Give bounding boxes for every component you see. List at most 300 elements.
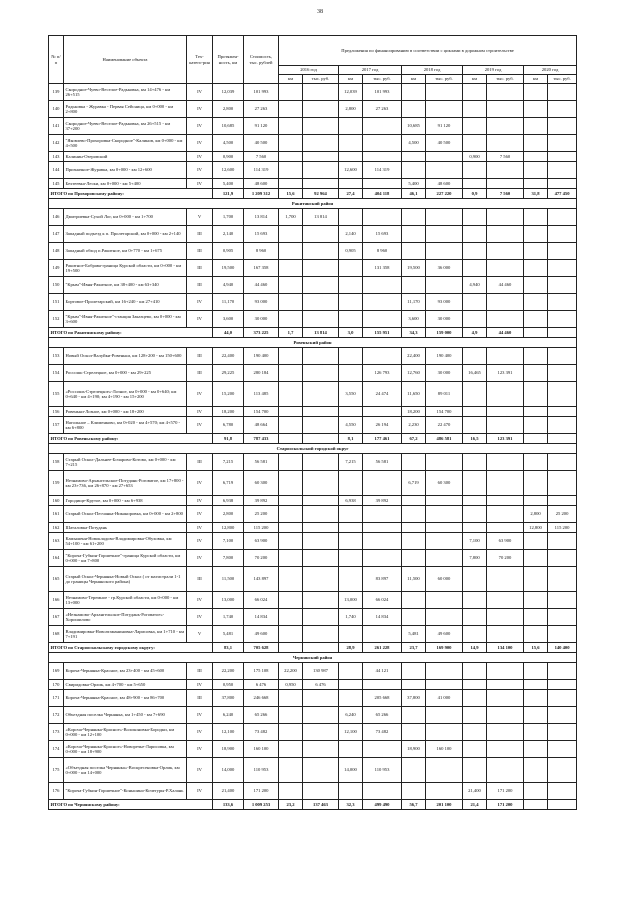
year-km-cell bbox=[402, 550, 426, 567]
year-rub-cell: 169 900 bbox=[426, 643, 463, 653]
total-label: ИТОГО по Старооскольскому городскому округу: bbox=[49, 643, 213, 653]
row-number: 153 bbox=[49, 348, 64, 365]
year-km-cell bbox=[279, 724, 303, 741]
year-rub-cell bbox=[487, 84, 524, 101]
row-number: 158 bbox=[49, 454, 64, 471]
year-km-cell bbox=[463, 523, 487, 533]
year-km-cell bbox=[524, 135, 548, 152]
length-km: 29,225 bbox=[213, 365, 244, 382]
year-rub-cell bbox=[548, 533, 577, 550]
cost-value: 44 460 bbox=[244, 277, 279, 294]
year-km-cell bbox=[402, 533, 426, 550]
year-km-cell bbox=[463, 626, 487, 643]
tech-category: V bbox=[187, 209, 213, 226]
year-rub-cell: 114 319 bbox=[363, 162, 402, 179]
tech-category: III bbox=[187, 454, 213, 471]
year-km-cell bbox=[402, 243, 426, 260]
cost-value: 56 581 bbox=[244, 454, 279, 471]
year-rub-cell bbox=[548, 118, 577, 135]
year-rub-cell: 477 450 bbox=[548, 189, 577, 199]
year-rub-cell bbox=[487, 179, 524, 189]
year-rub-cell bbox=[548, 135, 577, 152]
year-km-cell bbox=[339, 135, 363, 152]
length-km: 1,740 bbox=[213, 609, 244, 626]
row-number: 174 bbox=[49, 741, 64, 758]
object-name: Бортовое-Пролетарский, км 16+240 - км 27+410 bbox=[64, 294, 187, 311]
year-km-cell bbox=[339, 209, 363, 226]
year-rub-cell bbox=[426, 550, 463, 567]
year-rub-cell bbox=[548, 690, 577, 707]
table-row bbox=[49, 152, 577, 162]
length-km: 12,100 bbox=[213, 724, 244, 741]
year-rub-cell bbox=[548, 311, 577, 328]
year-rub-cell bbox=[303, 294, 339, 311]
header-proposals: Предложения по финансированию в соответствии с циклами в дорожном строительстве bbox=[279, 36, 577, 66]
year-km-cell bbox=[279, 592, 303, 609]
cost-value: 787 433 bbox=[244, 434, 279, 444]
tech-category: IV bbox=[187, 471, 213, 496]
year-km-cell: 22,200 bbox=[279, 663, 303, 680]
year-rub-cell bbox=[303, 643, 339, 653]
row-number: 167 bbox=[49, 609, 64, 626]
row-number: 161 bbox=[49, 506, 64, 523]
year-rub-cell bbox=[363, 179, 402, 189]
table-row bbox=[49, 758, 577, 783]
year-rub-cell: 499 490 bbox=[363, 800, 402, 810]
row-number: 159 bbox=[49, 471, 64, 496]
year-km-cell bbox=[279, 533, 303, 550]
header-km: км bbox=[279, 75, 303, 84]
tech-category: IV bbox=[187, 84, 213, 101]
table-row bbox=[49, 101, 577, 118]
year-rub-cell: 93 000 bbox=[426, 294, 463, 311]
row-number: 173 bbox=[49, 724, 64, 741]
year-km-cell: 37,800 bbox=[402, 690, 426, 707]
object-name: Городище-Крутое, км 0+000 - км 6+938 bbox=[64, 496, 187, 506]
year-km-cell: 13,000 bbox=[339, 592, 363, 609]
year-rub-cell: 70 200 bbox=[487, 550, 524, 567]
object-name: Старый Оскол-Дальнее-Бочарово-Котово, км 0+000 - км 7+215 bbox=[64, 454, 187, 471]
year-km-cell bbox=[339, 567, 363, 592]
year-km-cell bbox=[524, 365, 548, 382]
year-rub-cell bbox=[487, 707, 524, 724]
year-rub-cell: 22 470 bbox=[426, 417, 463, 434]
year-rub-cell bbox=[426, 277, 463, 294]
year-rub-cell: 36 000 bbox=[426, 260, 463, 277]
year-rub-cell bbox=[303, 407, 339, 417]
year-km-cell bbox=[463, 496, 487, 506]
year-km-cell: 10,685 bbox=[402, 118, 426, 135]
year-rub-cell bbox=[303, 311, 339, 328]
district-name: Чернянский район bbox=[49, 653, 577, 663]
row-number: 162 bbox=[49, 523, 64, 533]
header-year: 2020 год bbox=[524, 66, 577, 75]
year-rub-cell bbox=[303, 84, 339, 101]
year-km-cell: 0,900 bbox=[463, 152, 487, 162]
year-km-cell: 23,7 bbox=[402, 643, 426, 653]
year-rub-cell bbox=[426, 162, 463, 179]
year-rub-cell bbox=[548, 407, 577, 417]
year-km-cell bbox=[524, 471, 548, 496]
row-number: 176 bbox=[49, 783, 64, 800]
year-rub-cell bbox=[487, 758, 524, 783]
table-row bbox=[49, 626, 577, 643]
object-name: «Объездная поселка Чернянка»-Воскресеновка-Орлик, км 0+000 - км 14+000 bbox=[64, 758, 187, 783]
cost-value: 39 892 bbox=[244, 496, 279, 506]
object-name: Незнамово-Архангельское-Потудань-Роговатое, км 17+800 - км 23+736, км 26+870 - км 27+653 bbox=[64, 471, 187, 496]
year-km-cell bbox=[339, 533, 363, 550]
year-rub-cell bbox=[487, 118, 524, 135]
year-km-cell bbox=[463, 407, 487, 417]
year-km-cell bbox=[463, 454, 487, 471]
year-rub-cell bbox=[363, 311, 402, 328]
object-name: Ровеньки-Лозное, км 0+000 - км 18+200 bbox=[64, 407, 187, 417]
year-km-cell bbox=[463, 179, 487, 189]
year-km-cell: 2,800 bbox=[524, 506, 548, 523]
cost-value: 15 693 bbox=[244, 226, 279, 243]
year-rub-cell bbox=[548, 724, 577, 741]
year-rub-cell bbox=[363, 506, 402, 523]
year-km-cell: 67,2 bbox=[402, 434, 426, 444]
cost-value: 65 266 bbox=[244, 707, 279, 724]
tech-category: III bbox=[187, 260, 213, 277]
district-name: Ровеньский район bbox=[49, 338, 577, 348]
year-rub-cell bbox=[548, 434, 577, 444]
table-row bbox=[49, 226, 577, 243]
year-km-cell: 15,6 bbox=[524, 643, 548, 653]
total-label: ИТОГО по Прохоровскому району: bbox=[49, 189, 213, 199]
row-number: 142 bbox=[49, 135, 64, 152]
year-km-cell bbox=[463, 101, 487, 118]
year-km-cell bbox=[279, 741, 303, 758]
year-km-cell: 21,400 bbox=[463, 783, 487, 800]
year-rub-cell bbox=[548, 783, 577, 800]
year-km-cell bbox=[402, 609, 426, 626]
object-name: Бехтеевка-Лески, км 0+000 - км 5+400 bbox=[64, 179, 187, 189]
year-km-cell: 0,905 bbox=[339, 243, 363, 260]
tech-category: IV bbox=[187, 496, 213, 506]
year-km-cell: 4,940 bbox=[463, 277, 487, 294]
district-row bbox=[49, 199, 577, 209]
year-rub-cell: 205 668 bbox=[363, 690, 402, 707]
header-rub: тыс. руб. bbox=[548, 75, 577, 84]
year-rub-cell bbox=[426, 592, 463, 609]
year-rub-cell: 134 100 bbox=[487, 643, 524, 653]
year-km-cell bbox=[524, 179, 548, 189]
year-km-cell: 0,9 bbox=[463, 189, 487, 199]
year-rub-cell bbox=[548, 226, 577, 243]
year-rub-cell bbox=[487, 523, 524, 533]
table-row bbox=[49, 496, 577, 506]
header-year: 2018 год bbox=[402, 66, 463, 75]
year-rub-cell bbox=[303, 118, 339, 135]
cost-value: 1 009 253 bbox=[244, 800, 279, 810]
table-row bbox=[49, 311, 577, 328]
year-km-cell bbox=[279, 101, 303, 118]
year-km-cell bbox=[524, 724, 548, 741]
year-rub-cell bbox=[487, 243, 524, 260]
year-km-cell: 2,230 bbox=[402, 417, 426, 434]
year-rub-cell bbox=[363, 680, 402, 690]
year-km-cell bbox=[402, 277, 426, 294]
year-rub-cell: 123 391 bbox=[487, 365, 524, 382]
tech-category: IV bbox=[187, 407, 213, 417]
year-km-cell bbox=[402, 226, 426, 243]
year-rub-cell bbox=[363, 209, 402, 226]
year-km-cell bbox=[402, 724, 426, 741]
table-row bbox=[49, 533, 577, 550]
year-rub-cell: 63 900 bbox=[487, 533, 524, 550]
table-row bbox=[49, 454, 577, 471]
table-row bbox=[49, 680, 577, 690]
year-rub-cell bbox=[487, 663, 524, 680]
tech-category: IV bbox=[187, 101, 213, 118]
year-km-cell bbox=[402, 592, 426, 609]
year-rub-cell bbox=[426, 243, 463, 260]
year-rub-cell bbox=[303, 533, 339, 550]
year-km-cell: 0,950 bbox=[279, 680, 303, 690]
year-rub-cell bbox=[548, 152, 577, 162]
header-rub: тыс. руб. bbox=[303, 75, 339, 84]
table-row bbox=[49, 663, 577, 680]
year-km-cell bbox=[463, 226, 487, 243]
year-km-cell bbox=[339, 783, 363, 800]
year-rub-cell bbox=[303, 471, 339, 496]
year-km-cell bbox=[279, 707, 303, 724]
year-rub-cell bbox=[487, 226, 524, 243]
year-rub-cell: 27 263 bbox=[363, 101, 402, 118]
year-km-cell bbox=[339, 311, 363, 328]
year-rub-cell bbox=[303, 417, 339, 434]
cost-value: 705 628 bbox=[244, 643, 279, 653]
year-rub-cell bbox=[303, 496, 339, 506]
year-rub-cell bbox=[487, 260, 524, 277]
year-rub-cell: 25 200 bbox=[548, 506, 577, 523]
year-km-cell bbox=[463, 243, 487, 260]
length-km: 14,000 bbox=[213, 758, 244, 783]
header-year: 2019 год bbox=[463, 66, 524, 75]
length-km: 91,8 bbox=[213, 434, 244, 444]
year-rub-cell bbox=[303, 243, 339, 260]
year-rub-cell: 15 693 bbox=[363, 226, 402, 243]
tech-category: IV bbox=[187, 680, 213, 690]
year-km-cell bbox=[279, 311, 303, 328]
year-rub-cell bbox=[426, 663, 463, 680]
year-km-cell bbox=[339, 407, 363, 417]
year-km-cell bbox=[402, 783, 426, 800]
year-km-cell bbox=[279, 294, 303, 311]
year-km-cell bbox=[524, 707, 548, 724]
year-km-cell bbox=[463, 382, 487, 407]
year-rub-cell bbox=[303, 609, 339, 626]
object-name: Старый Оскол-Чернянка-Новый Оскол ( от магистрали 1-1 до границы Чернянского района) bbox=[64, 567, 187, 592]
year-km-cell: 16,465 bbox=[463, 365, 487, 382]
cost-value: 13 814 bbox=[244, 209, 279, 226]
year-rub-cell bbox=[548, 243, 577, 260]
year-km-cell: 4,500 bbox=[402, 135, 426, 152]
year-rub-cell bbox=[426, 506, 463, 523]
table-row bbox=[49, 162, 577, 179]
objects-table bbox=[48, 35, 577, 810]
year-km-cell: 22,400 bbox=[402, 348, 426, 365]
length-km: 7,800 bbox=[213, 550, 244, 567]
year-rub-cell bbox=[548, 417, 577, 434]
length-km: 15,200 bbox=[213, 382, 244, 407]
year-rub-cell bbox=[363, 523, 402, 533]
year-rub-cell: 13 814 bbox=[303, 209, 339, 226]
year-km-cell bbox=[463, 724, 487, 741]
year-km-cell bbox=[279, 643, 303, 653]
year-rub-cell bbox=[303, 550, 339, 567]
year-rub-cell bbox=[548, 382, 577, 407]
year-rub-cell: 140 400 bbox=[548, 643, 577, 653]
year-km-cell bbox=[402, 523, 426, 533]
year-rub-cell bbox=[548, 328, 577, 338]
tech-category: IV bbox=[187, 741, 213, 758]
year-rub-cell bbox=[363, 277, 402, 294]
total-label: ИТОГО по Ровеньскому району: bbox=[49, 434, 213, 444]
year-rub-cell: 137 463 bbox=[303, 800, 339, 810]
year-rub-cell bbox=[548, 277, 577, 294]
tech-category: IV bbox=[187, 506, 213, 523]
year-km-cell: 8,1 bbox=[339, 434, 363, 444]
year-km-cell: 23,2 bbox=[279, 800, 303, 810]
year-rub-cell bbox=[303, 506, 339, 523]
tech-category: III bbox=[187, 277, 213, 294]
table-row bbox=[49, 407, 577, 417]
year-km-cell: 34,3 bbox=[402, 328, 426, 338]
year-km-cell bbox=[279, 626, 303, 643]
year-rub-cell bbox=[426, 454, 463, 471]
year-km-cell bbox=[524, 209, 548, 226]
table-row bbox=[49, 417, 577, 434]
year-km-cell bbox=[339, 152, 363, 162]
cost-value: 246 668 bbox=[244, 690, 279, 707]
year-km-cell: 11,500 bbox=[402, 567, 426, 592]
year-rub-cell bbox=[548, 741, 577, 758]
year-rub-cell bbox=[548, 454, 577, 471]
object-name: Скородное-Чуево-Веселое-Радьковка, км 14+476 - км 26+515 bbox=[64, 84, 187, 101]
tech-category: IV bbox=[187, 294, 213, 311]
year-rub-cell: 261 228 bbox=[363, 643, 402, 653]
year-km-cell bbox=[339, 260, 363, 277]
year-km-cell: 19,500 bbox=[402, 260, 426, 277]
object-name: Незнамово-Теремное - гр.Курской области, км 0+000 - км 13+000 bbox=[64, 592, 187, 609]
year-rub-cell bbox=[487, 311, 524, 328]
cost-value: 175 108 bbox=[244, 663, 279, 680]
year-rub-cell bbox=[548, 707, 577, 724]
year-km-cell bbox=[339, 294, 363, 311]
year-km-cell: 18,200 bbox=[402, 407, 426, 417]
cost-value: 49 600 bbox=[244, 626, 279, 643]
year-km-cell bbox=[524, 609, 548, 626]
year-rub-cell bbox=[303, 592, 339, 609]
table-row bbox=[49, 348, 577, 365]
year-rub-cell bbox=[303, 783, 339, 800]
year-km-cell bbox=[524, 533, 548, 550]
year-km-cell bbox=[524, 294, 548, 311]
cost-value: 143 897 bbox=[244, 567, 279, 592]
year-km-cell bbox=[463, 135, 487, 152]
cost-value: 110 953 bbox=[244, 758, 279, 783]
year-km-cell bbox=[463, 260, 487, 277]
row-number: 144 bbox=[49, 162, 64, 179]
year-rub-cell: 44 121 bbox=[363, 663, 402, 680]
year-rub-cell bbox=[303, 707, 339, 724]
year-rub-cell bbox=[363, 626, 402, 643]
row-number: 146 bbox=[49, 209, 64, 226]
year-rub-cell bbox=[548, 260, 577, 277]
tech-category: IV bbox=[187, 550, 213, 567]
year-km-cell: 11,650 bbox=[402, 382, 426, 407]
year-km-cell: 7,800 bbox=[463, 550, 487, 567]
year-km-cell: 6,240 bbox=[339, 707, 363, 724]
year-km-cell bbox=[279, 690, 303, 707]
year-rub-cell: 44 460 bbox=[487, 277, 524, 294]
row-number: 170 bbox=[49, 680, 64, 690]
district-name: Ракитянский район bbox=[49, 199, 577, 209]
year-km-cell bbox=[463, 417, 487, 434]
object-name: Новый Оскол-Валуйки-Ровеньки, км 128+200 - км 150+600 bbox=[64, 348, 187, 365]
year-rub-cell bbox=[303, 724, 339, 741]
year-km-cell bbox=[524, 243, 548, 260]
year-rub-cell: 39 892 bbox=[363, 496, 402, 506]
cost-value: 114 319 bbox=[244, 162, 279, 179]
length-km: 6,780 bbox=[213, 417, 244, 434]
object-name: Калинин-Озеровский bbox=[64, 152, 187, 162]
year-km-cell: 27,4 bbox=[339, 189, 363, 199]
row-number: 139 bbox=[49, 84, 64, 101]
year-km-cell: 12,800 bbox=[524, 523, 548, 533]
cost-value: 160 100 bbox=[244, 741, 279, 758]
tech-category: III bbox=[187, 663, 213, 680]
length-km: 12,039 bbox=[213, 84, 244, 101]
table-row bbox=[49, 567, 577, 592]
tech-category: IV bbox=[187, 382, 213, 407]
year-km-cell bbox=[279, 496, 303, 506]
year-km-cell: 31,8 bbox=[524, 189, 548, 199]
object-name: Владимировка-Новоатаманиновка-Ларисовка, км 1+710 - км 7+191 bbox=[64, 626, 187, 643]
table-row bbox=[49, 382, 577, 407]
year-rub-cell bbox=[548, 609, 577, 626]
year-rub-cell bbox=[426, 101, 463, 118]
year-rub-cell: 92 964 bbox=[303, 189, 339, 199]
year-km-cell: 11,170 bbox=[402, 294, 426, 311]
year-km-cell bbox=[524, 84, 548, 101]
tech-category: IV bbox=[187, 311, 213, 328]
year-rub-cell bbox=[426, 533, 463, 550]
year-rub-cell bbox=[487, 741, 524, 758]
year-km-cell bbox=[279, 162, 303, 179]
year-rub-cell: 73 482 bbox=[363, 724, 402, 741]
total-label: ИТОГО по Чернянскому району: bbox=[49, 800, 213, 810]
total-row bbox=[49, 189, 577, 199]
length-km: 13,000 bbox=[213, 592, 244, 609]
row-number: 154 bbox=[49, 365, 64, 382]
year-km-cell bbox=[339, 506, 363, 523]
year-km-cell bbox=[524, 260, 548, 277]
length-km: 12,800 bbox=[213, 523, 244, 533]
length-km: 1,700 bbox=[213, 209, 244, 226]
year-rub-cell bbox=[548, 550, 577, 567]
year-km-cell bbox=[524, 311, 548, 328]
length-km: 18,200 bbox=[213, 407, 244, 417]
total-row bbox=[49, 328, 577, 338]
year-rub-cell bbox=[426, 523, 463, 533]
year-km-cell bbox=[279, 434, 303, 444]
year-km-cell bbox=[279, 152, 303, 162]
cost-value: 66 024 bbox=[244, 592, 279, 609]
